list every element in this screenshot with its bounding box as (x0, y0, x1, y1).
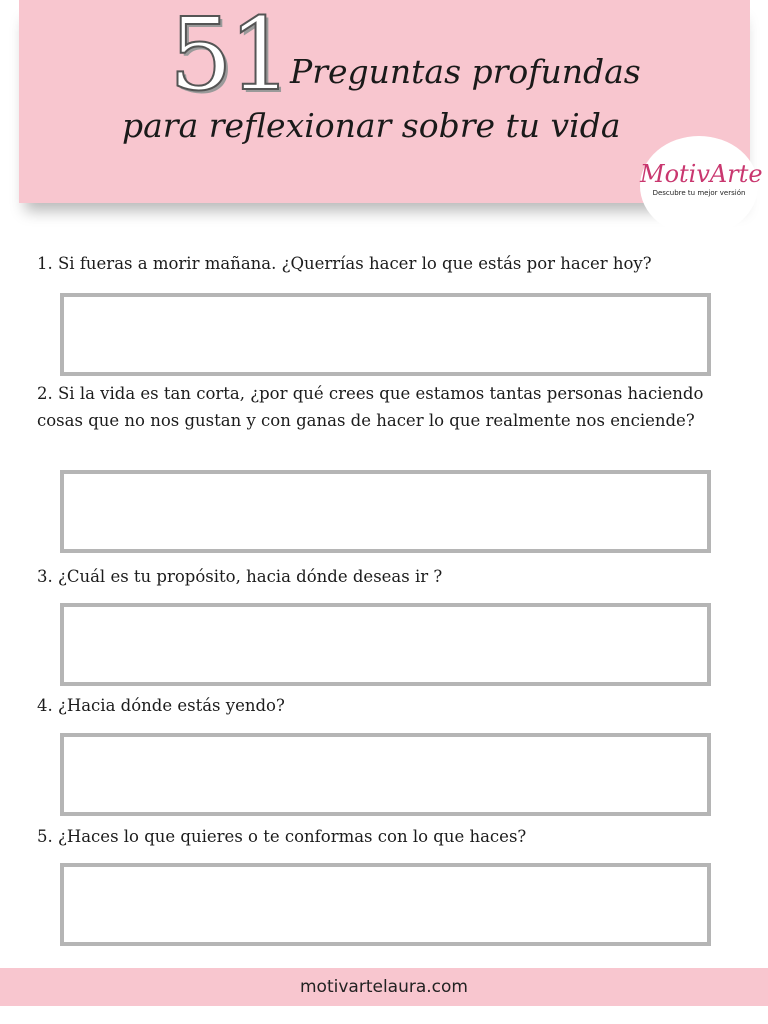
page-title-line-2: para reflexionar sobre tu vida (122, 106, 621, 145)
brand-logo-wordmark: MotivArte (640, 160, 763, 188)
website-link[interactable]: motivartelaura.com (300, 977, 468, 997)
question-5: 5. ¿Haces lo que quieres o te conformas con lo que haces? (37, 827, 527, 846)
question-2: 2. Si la vida es tan corta, ¿por qué crees que estamos tantas personas haciendo cosas que no nos gustan y con ganas de hacer lo que realmente nos enciende? (37, 384, 704, 430)
answer-box-2[interactable] (60, 470, 711, 553)
question-1: 1. Si fueras a morir mañana. ¿Querrías hacer lo que estás por hacer hoy? (37, 254, 652, 273)
brand-tagline: Descubre tu mejor versión (652, 189, 746, 197)
answer-box-1[interactable] (60, 293, 711, 376)
answer-box-4[interactable] (60, 733, 711, 816)
answer-box-5[interactable] (60, 863, 711, 946)
title-number: 51 (169, 0, 289, 113)
question-4: 4. ¿Hacia dónde estás yendo? (37, 696, 285, 715)
brand-logo (640, 136, 763, 236)
answer-box-3[interactable] (60, 603, 711, 686)
footer-bar (0, 968, 768, 1006)
page-title-line-1: Preguntas profundas (290, 52, 641, 91)
question-3: 3. ¿Cuál es tu propósito, hacia dónde deseas ir ? (37, 567, 443, 586)
